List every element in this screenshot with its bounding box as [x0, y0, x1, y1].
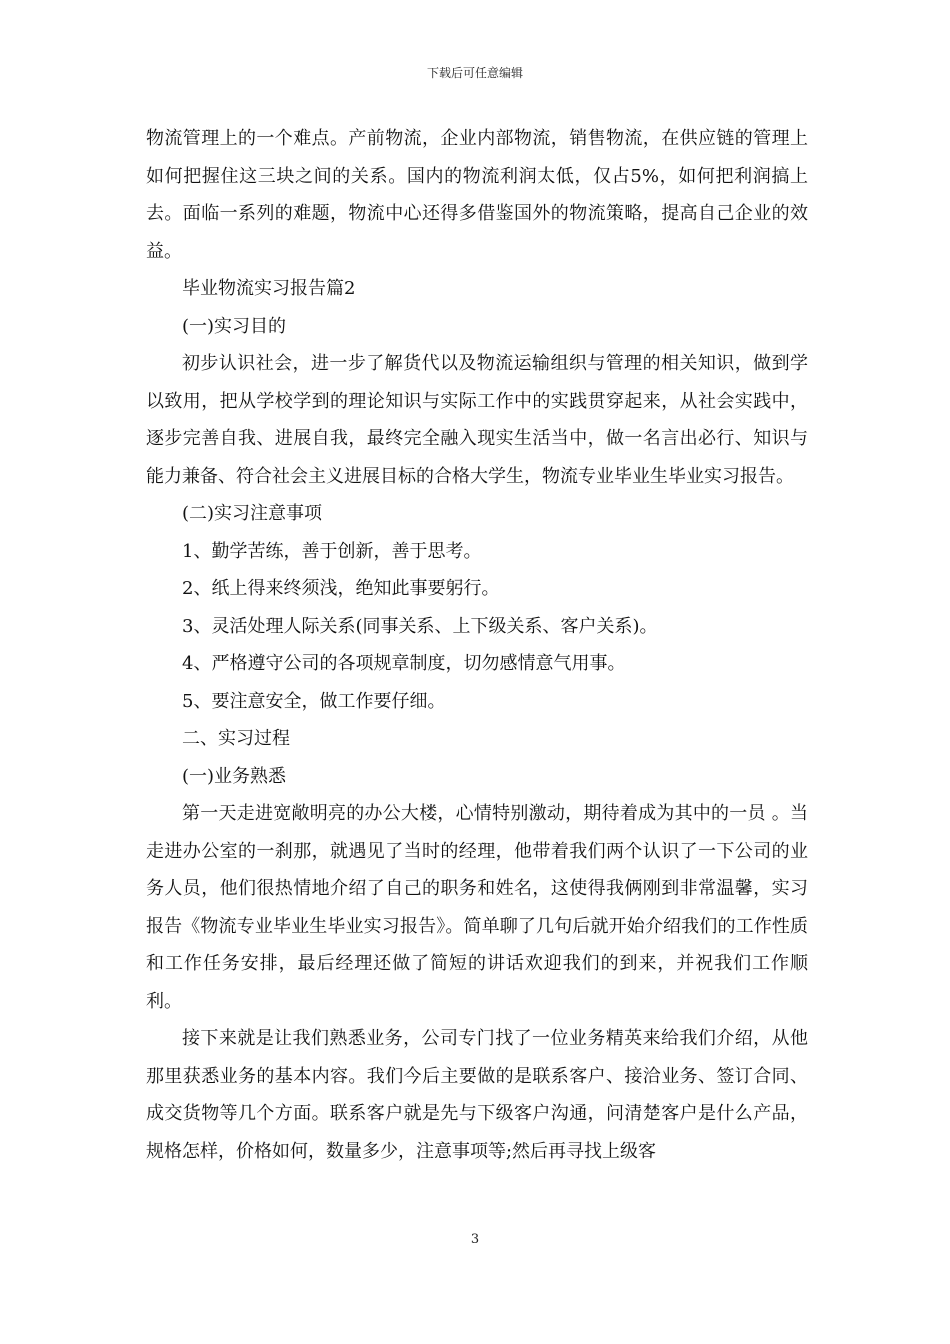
list-item: 5、要注意安全，做工作要仔细。 [182, 690, 446, 712]
paragraph: 接下来就是让我们熟悉业务，公司专门找了一位业务精英来给我们介绍，从他那里获悉业务的基本内容。我们今后主要做的是联系客户、接洽业务、签订合同、成交货物等几个方面。联系客户就是先与下级客户沟通，问清楚客户是什么产品，规格怎样，价格如何，数量多少，注意事项等;然后再寻找上级客 [146, 1028, 808, 1162]
paragraph: 初步认识社会，进一步了解货代以及物流运输组织与管理的相关知识，做到学以致用，把从学校学到的理论知识与实际工作中的实践贯穿起来，从社会实践中，逐步完善自我、进展自我，最终完全融入现实生活当中，做一名言出必行、知识与能力兼备、符合社会主义进展目标的合格大学生，物流专业毕业生毕业实习报告。 [146, 353, 808, 487]
list-item: 1、勤学苦练，善于创新，善于思考。 [182, 540, 482, 562]
subsection-heading: (一)业务熟悉 [182, 765, 287, 787]
paragraph: 第一天走进宽敞明亮的办公大楼，心情特别激动，期待着成为其中的一员 。当走进办公室的一刹那，就遇见了当时的经理，他带着我们两个认识了一下公司的业务人员，他们很热情地介绍了自己的职务和姓名，这使得我俩刚到非常温馨，实习报告《物流专业毕业生毕业实习报告》。简单聊了几句后就开始介绍我们的工作性质和工作任务安排，最后经理还做了简短的讲话欢迎我们的到来，并祝我们工作顺利。 [146, 803, 808, 1012]
section-title: 毕业物流实习报告篇2 [182, 278, 356, 299]
list-item: 3、灵活处理人际关系(同事关系、上下级关系、客户关系)。 [182, 615, 658, 637]
page-number: 3 [470, 1232, 480, 1247]
document-body [146, 120, 808, 1170]
list-item: 2、纸上得来终须浅，绝知此事要躬行。 [182, 578, 500, 599]
subsection-heading: (二)实习注意事项 [182, 503, 323, 524]
subsection-heading: (一)实习目的 [182, 315, 287, 337]
list-item: 4、严格遵守公司的各项规章制度，切勿感情意气用事。 [182, 653, 626, 674]
section-heading: 二、实习过程 [182, 728, 290, 749]
page-header: 下载后可任意编辑 [426, 66, 523, 80]
paragraph: 物流管理上的一个难点。产前物流，企业内部物流，销售物流，在供应链的管理上如何把握住这三块之间的关系。国内的物流利润太低，仅占5%，如何把利润搞上去。面临一系列的难题，物流中心还得多借鉴国外的物流策略，提高自己企业的效益。 [146, 128, 808, 262]
